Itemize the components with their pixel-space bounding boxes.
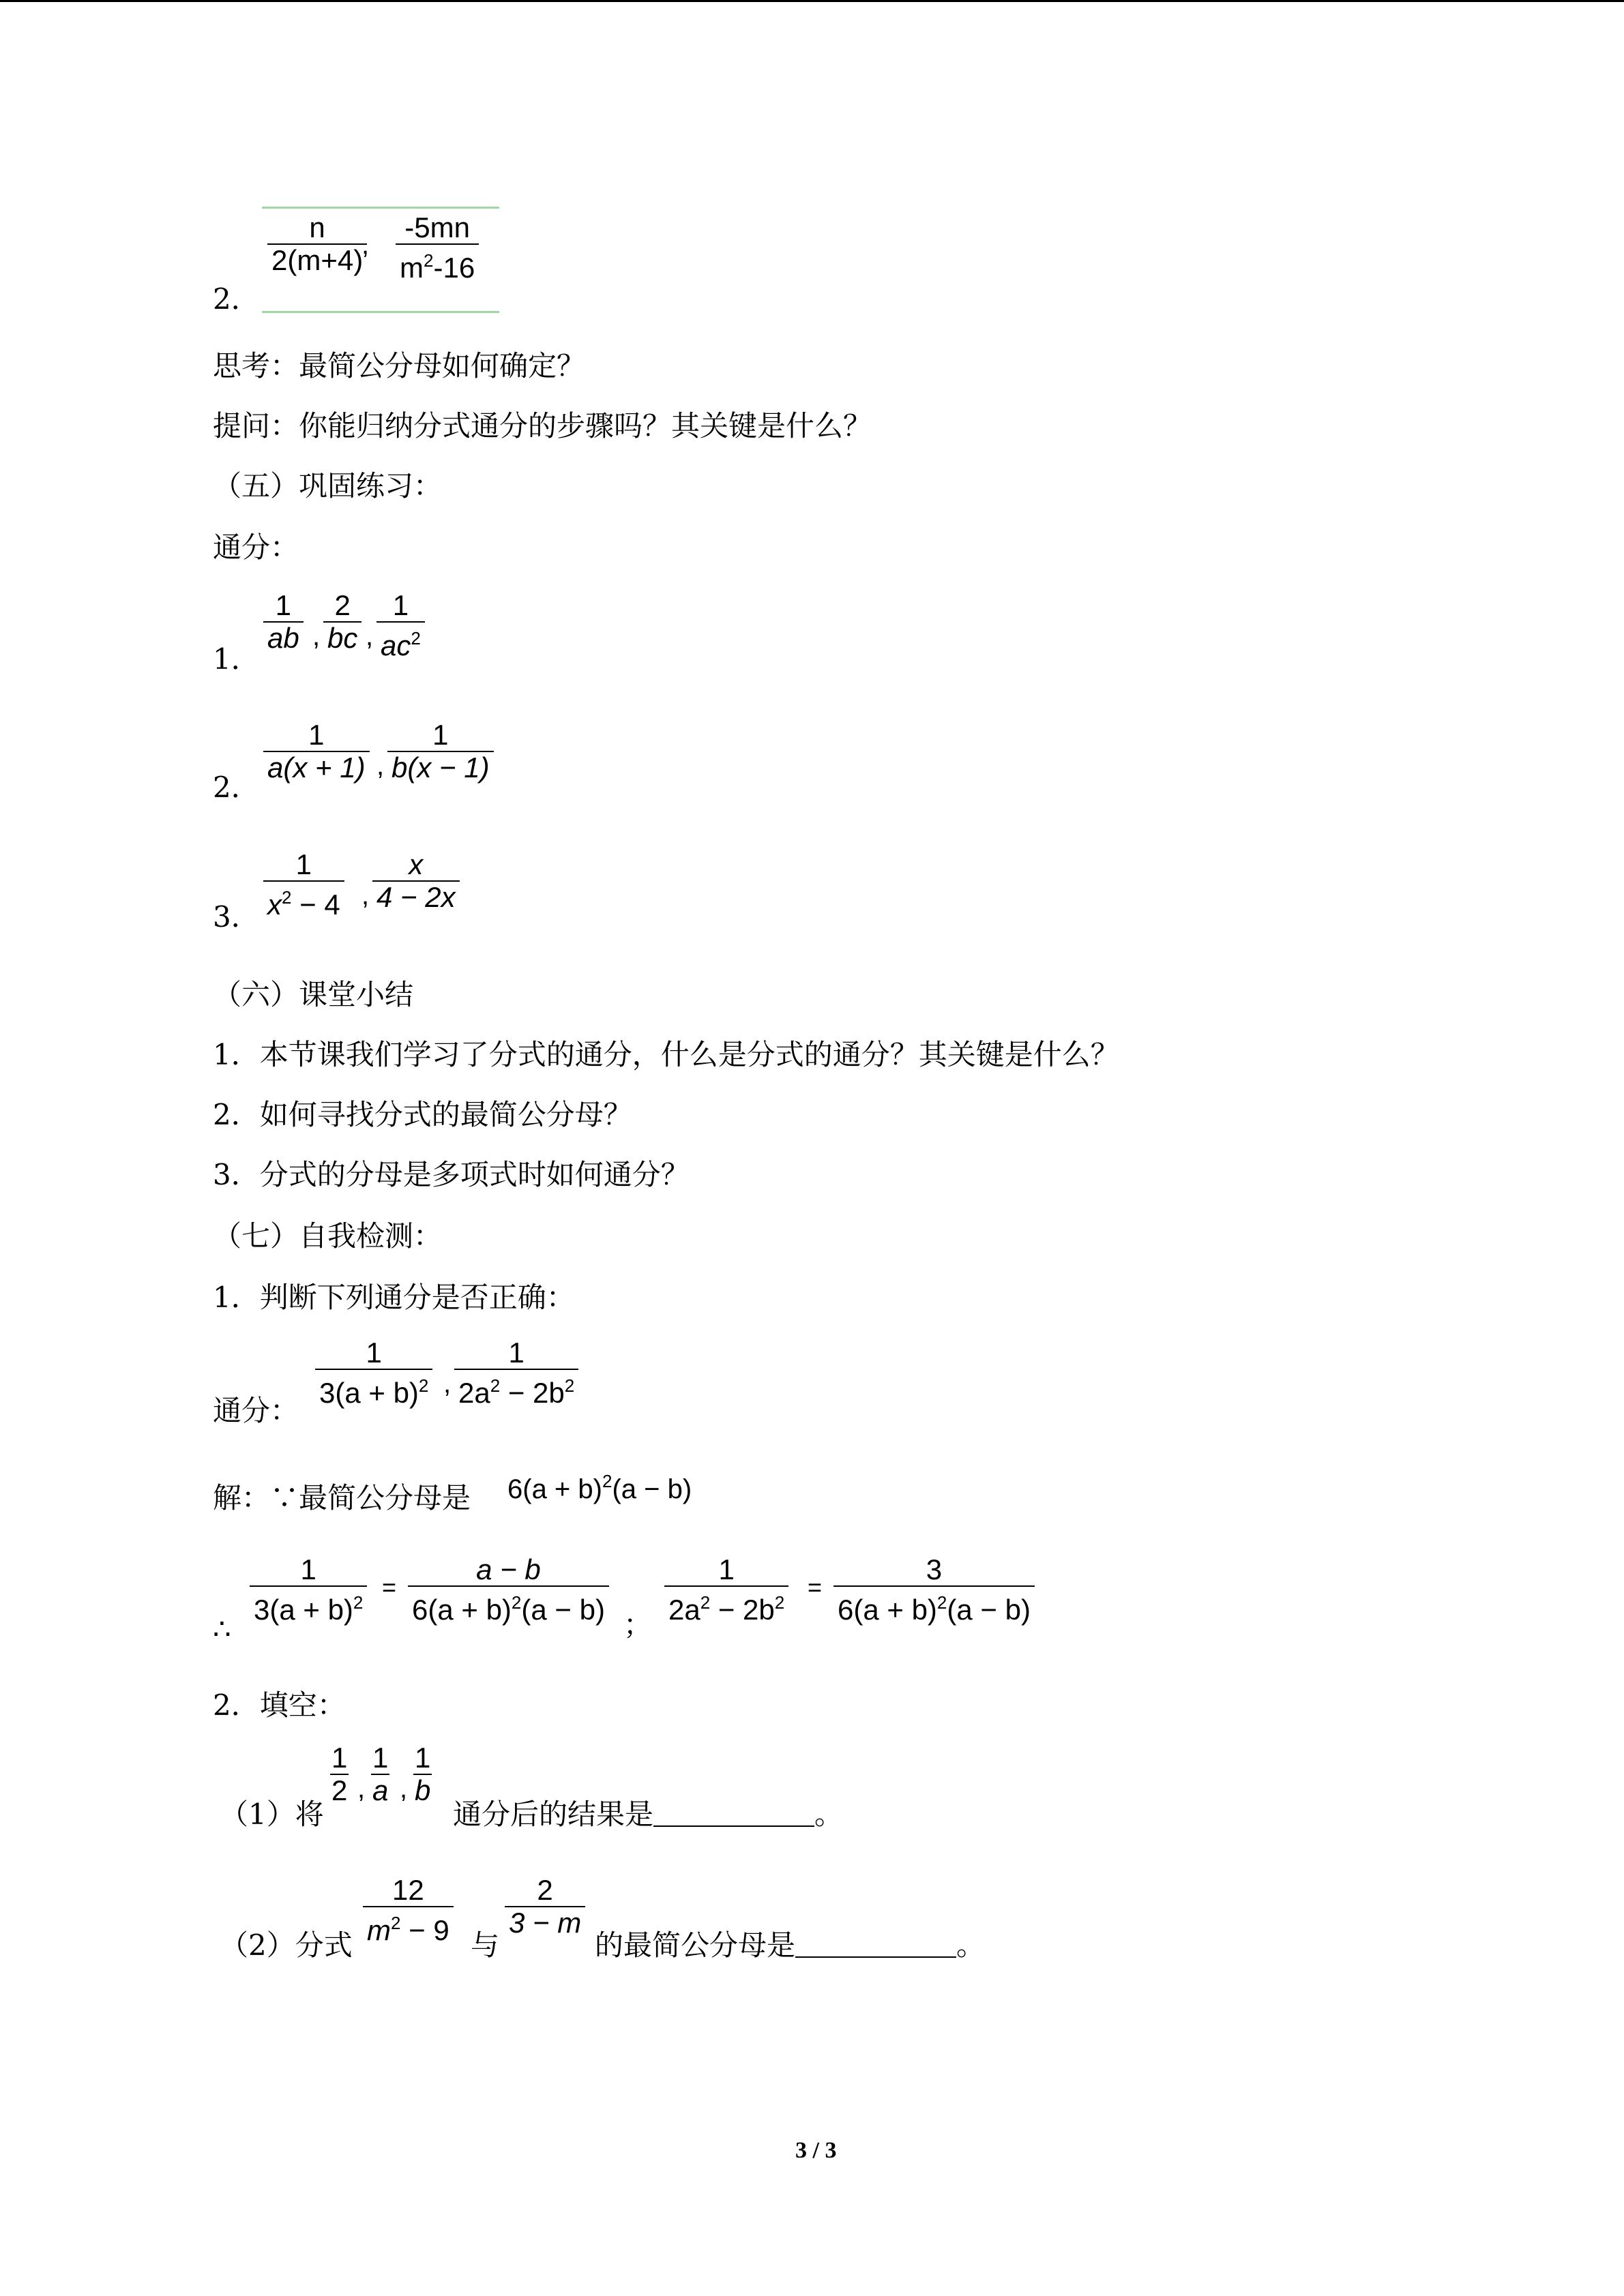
think-line: 思考：最简公分母如何确定？ bbox=[213, 349, 586, 383]
fraction bbox=[263, 590, 304, 654]
denominator: 2(m+4) bbox=[267, 243, 367, 276]
exponent: 2 bbox=[411, 628, 421, 648]
summary-item: 1．本节课我们学习了分式的通分，什么是分式的通分？其关键是什么？ bbox=[213, 1038, 1119, 1071]
fraction bbox=[250, 1554, 367, 1626]
period: 。 bbox=[956, 1928, 986, 1962]
fraction bbox=[315, 1337, 432, 1409]
exponent: 2 bbox=[511, 1592, 522, 1613]
denominator-tail: -16 bbox=[433, 252, 475, 284]
numerator: -5mn bbox=[404, 211, 470, 243]
numerator: 1 bbox=[275, 589, 292, 621]
numerator: 1 bbox=[392, 589, 409, 621]
exponent: 2 bbox=[564, 1375, 575, 1396]
fill-text: 的最简公分母是 bbox=[595, 1928, 796, 1962]
numerator: 1 bbox=[366, 1337, 382, 1369]
fraction bbox=[371, 1742, 389, 1806]
label-tongfen: 通分： bbox=[213, 531, 299, 564]
comma: , bbox=[377, 751, 385, 781]
answer-blank[interactable] bbox=[653, 1798, 814, 1827]
numerator: 1 bbox=[508, 1337, 525, 1369]
denominator-base: 6(a + b) bbox=[838, 1594, 937, 1626]
denominator: a(x + 1) bbox=[263, 751, 370, 784]
semicolon: ； bbox=[623, 1608, 653, 1641]
fraction bbox=[396, 212, 479, 284]
lcd-part: 6(a + b) bbox=[507, 1474, 602, 1504]
denominator-base: 3(a + b) bbox=[254, 1594, 353, 1626]
denominator-tail: − 2b bbox=[500, 1377, 565, 1409]
list-number: 2． bbox=[213, 282, 260, 316]
denominator-base: 3(a + b) bbox=[319, 1377, 419, 1409]
denominator: 4 − 2x bbox=[372, 880, 460, 913]
denominator-base: ac bbox=[381, 629, 411, 661]
denominator bbox=[454, 1369, 578, 1409]
fill-prefix: （2）分式 bbox=[220, 1928, 353, 1962]
fraction bbox=[505, 1875, 585, 1939]
numerator: 3 bbox=[926, 1553, 943, 1585]
denominator-base: m bbox=[400, 252, 424, 284]
fill-line bbox=[595, 1929, 985, 1962]
denominator: b(x − 1) bbox=[387, 751, 494, 784]
denominator bbox=[377, 621, 425, 661]
denominator-tail: (a − b) bbox=[521, 1594, 605, 1626]
exponent: 2 bbox=[774, 1592, 785, 1613]
comma: , bbox=[312, 621, 321, 651]
exponent: 2 bbox=[936, 1592, 947, 1613]
fraction bbox=[263, 719, 370, 784]
numerator: 2 bbox=[334, 589, 351, 621]
exponent: 2 bbox=[700, 1592, 711, 1613]
denominator-tail: − 2b bbox=[710, 1594, 775, 1626]
period: 。 bbox=[814, 1798, 844, 1831]
exponent: 2 bbox=[418, 1375, 429, 1396]
numerator: 1 bbox=[718, 1553, 735, 1585]
fraction bbox=[413, 1742, 432, 1806]
denominator: ab bbox=[263, 621, 304, 654]
numerator: x bbox=[409, 848, 424, 880]
summary-item: 2．如何寻找分式的最简公分母？ bbox=[213, 1098, 632, 1131]
fraction bbox=[330, 1742, 349, 1806]
denominator-tail: (a − b) bbox=[947, 1594, 1031, 1626]
fill-text: 通分后的结果是 bbox=[453, 1798, 654, 1831]
fraction bbox=[408, 1554, 609, 1626]
label-tongfen: 通分： bbox=[213, 1394, 299, 1427]
exponent: 2 bbox=[391, 1913, 401, 1933]
fill-conjunction: 与 bbox=[471, 1928, 500, 1962]
answer-blank[interactable] bbox=[795, 1929, 956, 1958]
denominator: b bbox=[415, 1774, 431, 1806]
solution-line: 解：∵最简公分母是 bbox=[213, 1481, 471, 1515]
denominator bbox=[664, 1585, 788, 1626]
fraction bbox=[263, 849, 344, 921]
denominator: a bbox=[372, 1774, 389, 1806]
list-number: 3． bbox=[213, 900, 260, 934]
task-line: 2．填空： bbox=[213, 1688, 346, 1722]
fraction bbox=[372, 849, 460, 913]
lcd-expression bbox=[507, 1471, 692, 1505]
lcd-part: (a − b) bbox=[612, 1474, 692, 1504]
fraction bbox=[363, 1875, 454, 1946]
question-line: 提问：你能归纳分式通分的步骤吗？其关键是什么？ bbox=[213, 409, 872, 443]
list-number: 1． bbox=[213, 642, 260, 676]
therefore-symbol: ∴ bbox=[213, 1612, 231, 1645]
fraction bbox=[664, 1554, 788, 1626]
numerator: 1 bbox=[308, 719, 325, 751]
numerator: 12 bbox=[392, 1874, 424, 1906]
section-heading: （五）巩固练习： bbox=[213, 469, 443, 503]
fraction bbox=[377, 590, 425, 661]
numerator: n bbox=[309, 211, 325, 243]
section-heading: （六）课堂小结 bbox=[213, 978, 414, 1011]
denominator bbox=[263, 880, 344, 921]
denominator-base: m bbox=[367, 1914, 391, 1946]
fraction bbox=[267, 211, 370, 276]
exponent: 2 bbox=[602, 1471, 612, 1491]
denominator bbox=[396, 243, 479, 284]
fill-line bbox=[453, 1798, 843, 1831]
exponent: 2 bbox=[353, 1592, 364, 1613]
numerator: 2 bbox=[537, 1874, 553, 1906]
fraction bbox=[454, 1337, 578, 1409]
section-heading: （七）自我检测： bbox=[213, 1219, 443, 1253]
task-line: 1．判断下列通分是否正确： bbox=[213, 1281, 575, 1314]
denominator bbox=[833, 1585, 1035, 1626]
exponent: 2 bbox=[424, 250, 434, 271]
comma: , bbox=[400, 1774, 408, 1804]
comma: , bbox=[443, 1369, 452, 1399]
fraction bbox=[833, 1554, 1035, 1626]
numerator: 1 bbox=[372, 1742, 389, 1774]
denominator-base: 2a bbox=[668, 1594, 700, 1626]
numerator: a − b bbox=[476, 1553, 541, 1585]
denominator bbox=[315, 1369, 432, 1409]
numerator: 1 bbox=[415, 1742, 431, 1774]
denominator bbox=[408, 1585, 609, 1626]
fraction bbox=[387, 719, 494, 784]
denominator-base: 6(a + b) bbox=[412, 1594, 512, 1626]
comma: , bbox=[361, 230, 370, 260]
numerator: 1 bbox=[331, 1742, 348, 1774]
equals-sign: = bbox=[382, 1573, 397, 1601]
numerator: 1 bbox=[432, 719, 449, 751]
denominator bbox=[363, 1906, 454, 1946]
denominator-tail: − 9 bbox=[400, 1914, 449, 1946]
denominator-base: 2a bbox=[458, 1377, 490, 1409]
denominator-base: x bbox=[267, 889, 282, 921]
denominator: bc bbox=[323, 621, 361, 654]
equals-sign: = bbox=[808, 1573, 823, 1601]
fraction bbox=[323, 590, 361, 654]
denominator bbox=[250, 1585, 367, 1626]
list-number: 2． bbox=[213, 771, 260, 804]
numerator: 1 bbox=[295, 848, 312, 880]
comma: , bbox=[357, 1774, 366, 1804]
fill-prefix: （1）将 bbox=[220, 1798, 324, 1831]
denominator-tail: − 4 bbox=[291, 889, 340, 921]
exponent: 2 bbox=[282, 887, 292, 908]
exponent: 2 bbox=[490, 1375, 501, 1396]
denominator: 3 − m bbox=[505, 1906, 585, 1939]
comma: , bbox=[366, 621, 374, 651]
page-number: 3 / 3 bbox=[795, 2138, 837, 2163]
numerator: 1 bbox=[300, 1553, 316, 1585]
summary-item: 3．分式的分母是多项式时如何通分？ bbox=[213, 1158, 690, 1191]
comma: , bbox=[361, 880, 370, 910]
denominator: 2 bbox=[331, 1774, 348, 1806]
